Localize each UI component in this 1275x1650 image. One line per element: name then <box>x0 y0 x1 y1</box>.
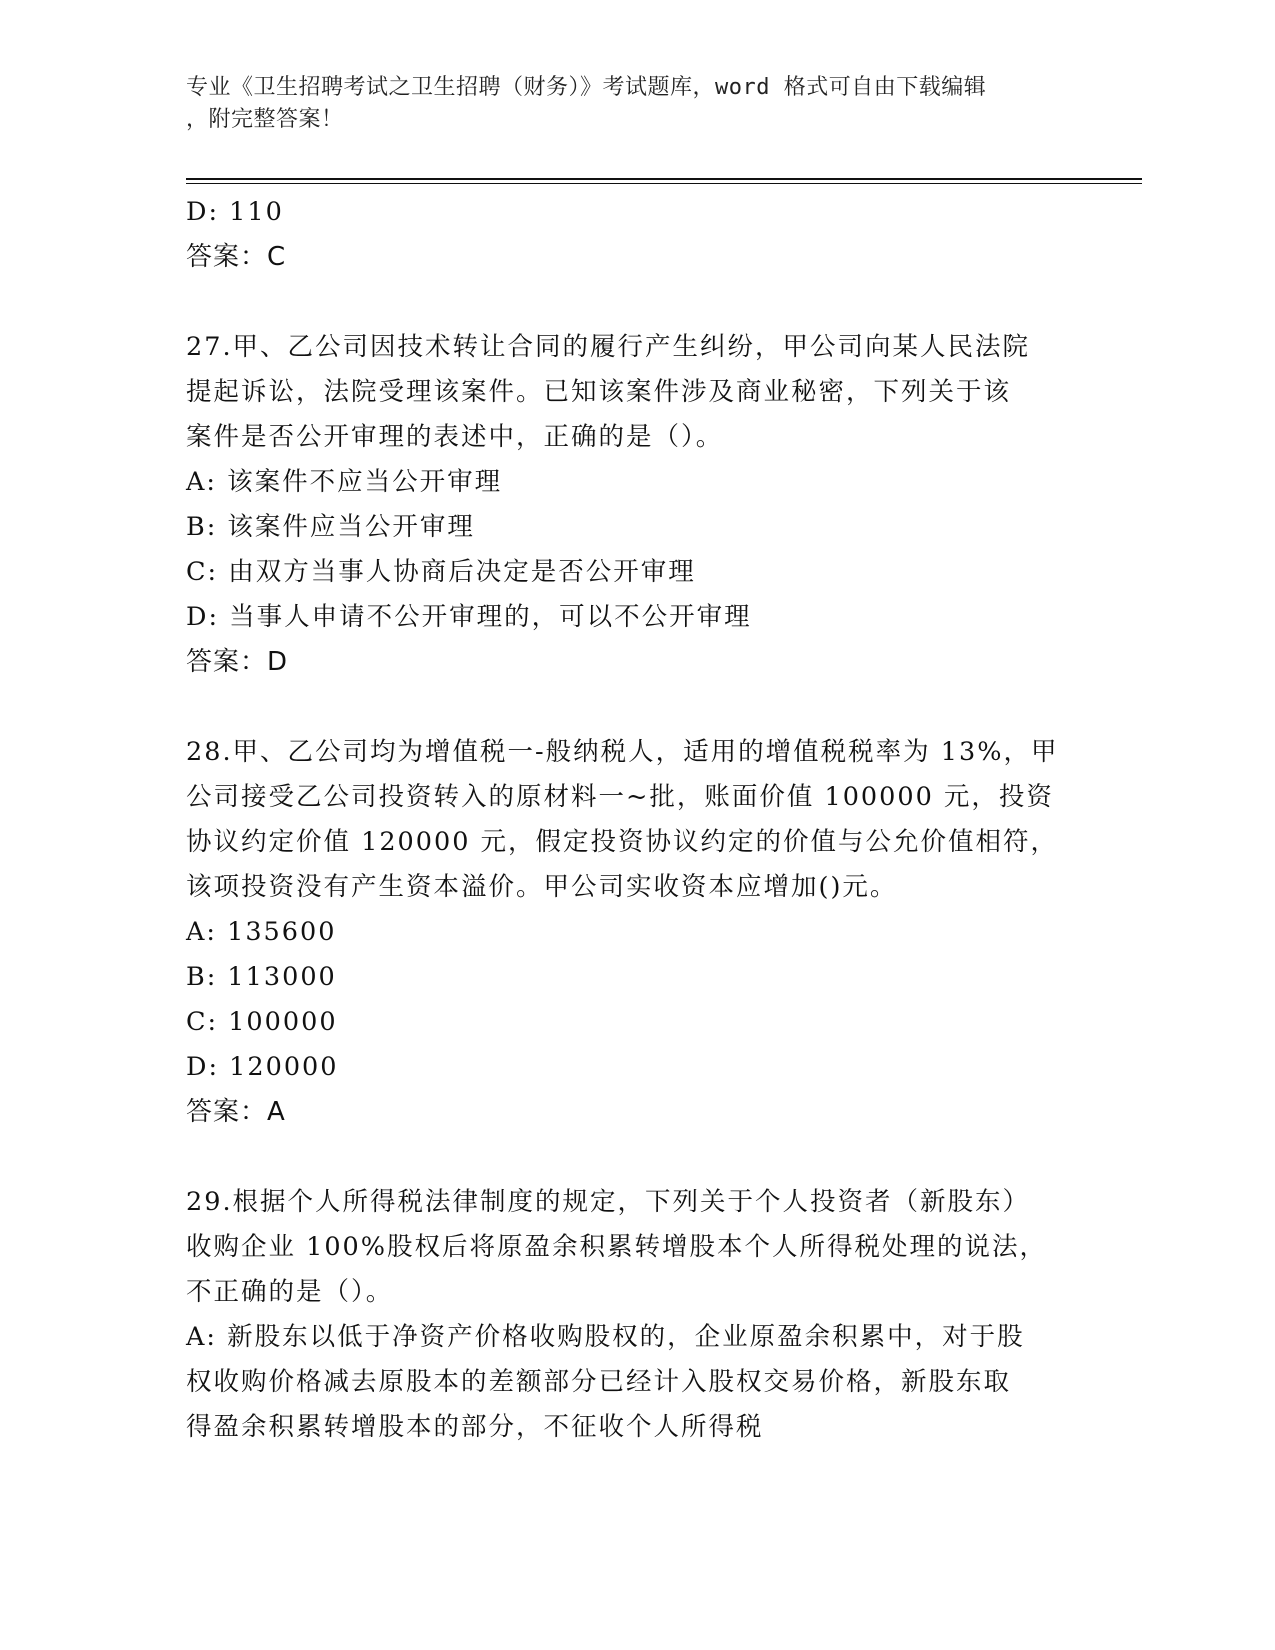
question-28-line-4: 该项投资没有产生资本溢价。甲公司实收资本应增加()元。 <box>186 872 898 902</box>
question-27-option-b: B: 该案件应当公开审理 <box>186 512 475 542</box>
header-line-2: ，附完整答案！ <box>186 107 344 132</box>
header-line-1: 专业《卫生招聘考试之卫生招聘（财务）》考试题库，word 格式可自由下载编辑 <box>186 75 987 100</box>
question-27-option-a: A: 该案件不应当公开审理 <box>186 467 503 497</box>
header-rule-thin <box>186 183 1142 184</box>
question-28-option-b: B: 113000 <box>186 962 337 992</box>
spacer <box>186 1135 1066 1180</box>
question-29-option-a-line-3: 得盈余积累转增股本的部分，不征收个人所得税 <box>186 1412 764 1442</box>
question-29-option-a-line-1: A: 新股东以低于净资产价格收购股权的，企业原盈余积累中，对于股 <box>186 1322 1025 1352</box>
question-29-line-3: 不正确的是（）。 <box>186 1277 394 1307</box>
question-27-option-c: C: 由双方当事人协商后决定是否公开审理 <box>186 557 696 587</box>
question-29 <box>186 1180 1066 1450</box>
question-28-option-d: D: 120000 <box>186 1052 339 1082</box>
question-27-option-d: D: 当事人申请不公开审理的，可以不公开审理 <box>186 602 752 632</box>
prev-answer: 答案：C <box>186 242 287 272</box>
document-header <box>186 72 1086 136</box>
question-27-line-1: 27.甲、乙公司因技术转让合同的履行产生纠纷，甲公司向某人民法院 <box>186 332 1031 362</box>
question-28-line-2: 公司接受乙公司投资转入的原材料一~批，账面价值 100000 元，投资 <box>186 782 1054 812</box>
question-28-line-1: 28.甲、乙公司均为增值税一-般纳税人，适用的增值税税率为 13%，甲 <box>186 737 1059 767</box>
question-27-answer: 答案：D <box>186 647 289 677</box>
question-27-line-3: 案件是否公开审理的表述中，正确的是（）。 <box>186 422 724 452</box>
question-29-line-2: 收购企业 100%股权后将原盈余积累转增股本个人所得税处理的说法， <box>186 1232 1048 1262</box>
question-29-line-1: 29.根据个人所得税法律制度的规定，下列关于个人投资者（新股东） <box>186 1187 1031 1217</box>
document-body <box>186 190 1066 1450</box>
question-27 <box>186 325 1066 685</box>
question-28 <box>186 730 1066 1135</box>
spacer <box>186 685 1066 730</box>
spacer <box>186 280 1066 325</box>
question-29-option-a-line-2: 权收购价格减去原股本的差额部分已经计入股权交易价格，新股东取 <box>186 1367 1012 1397</box>
header-rule-thick <box>186 178 1142 180</box>
prev-option-d: D: 110 <box>186 197 284 227</box>
question-28-line-3: 协议约定价值 120000 元，假定投资协议约定的价值与公允价值相符， <box>186 827 1059 857</box>
question-28-answer: 答案：A <box>186 1097 286 1127</box>
question-28-option-c: C: 100000 <box>186 1007 338 1037</box>
question-28-option-a: A: 135600 <box>186 917 337 947</box>
question-27-line-2: 提起诉讼，法院受理该案件。已知该案件涉及商业秘密，下列关于该 <box>186 377 1012 407</box>
